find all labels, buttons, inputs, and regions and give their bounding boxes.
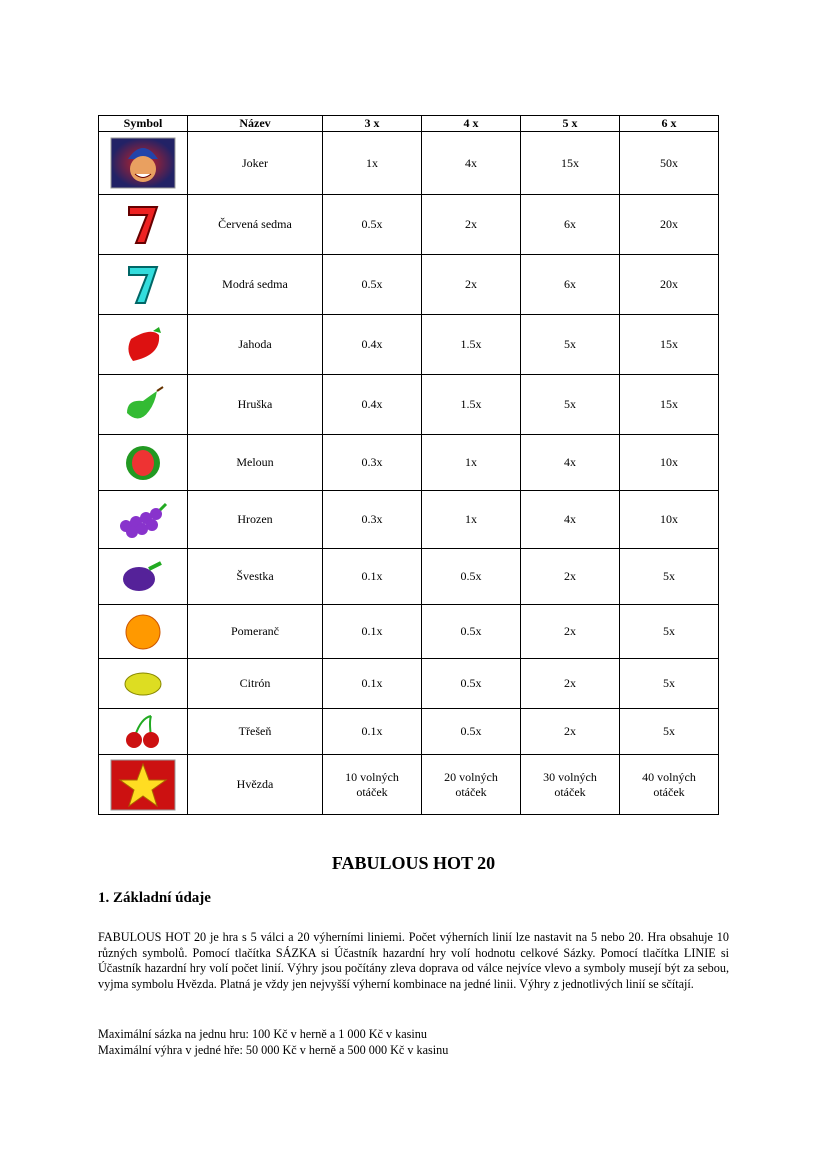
table-row [99, 195, 719, 255]
payout-cell: 0.5x [422, 549, 521, 605]
payout-cell: 50x [620, 132, 719, 195]
payout-cell: 0.1x [323, 709, 422, 755]
payout-cell: 20 volných otáček [422, 755, 521, 815]
payout-cell: 15x [521, 132, 620, 195]
symbol-cell [99, 659, 188, 709]
table-row [99, 659, 719, 709]
payout-cell: 5x [620, 709, 719, 755]
payout-cell: 6x [521, 195, 620, 255]
payout-cell: 5x [521, 315, 620, 375]
payout-cell: 0.4x [323, 375, 422, 435]
payout-cell: 20x [620, 255, 719, 315]
symbol-cell [99, 709, 188, 755]
payout-cell: 1x [422, 435, 521, 491]
payout-cell: 1.5x [422, 375, 521, 435]
table-row [99, 375, 719, 435]
payout-cell: 0.1x [323, 549, 422, 605]
symbol-cell [99, 491, 188, 549]
cherry-icon [99, 712, 187, 752]
orange-icon [99, 612, 187, 652]
payout-cell: 15x [620, 315, 719, 375]
plum-icon [99, 559, 187, 595]
symbol-cell [99, 605, 188, 659]
table-row [99, 435, 719, 491]
rules-paragraph: FABULOUS HOT 20 je hra s 5 válci a 20 výherními liniemi. Počet výherních linií lze nastavit na 5 nebo 20. Hra obsahuje 10 různých symbolů. Pomocí tlačítka SÁZKA si Účastník hazardní hry volí hodnotu celkové Sázky. Pomocí tlačítka LINIE si Účastník hazardní hry volí počet linií. Výhry jsou počítány zleva doprava od válce nejvíce vlevo a symboly musejí být za sebou, vyjma symbolu Hvězda. Platná je vždy jen nejvyšší výherní kombinace na jedné linii. Výhry z jednotlivých linií se sčítají. [98, 930, 729, 991]
table-row [99, 255, 719, 315]
name-cell: Jahoda [188, 315, 323, 375]
payout-cell: 1x [323, 132, 422, 195]
payout-cell: 30 volných otáček [521, 755, 620, 815]
payout-cell: 5x [620, 659, 719, 709]
payout-cell: 2x [521, 709, 620, 755]
name-cell: Třešeň [188, 709, 323, 755]
payout-cell: 0.1x [323, 659, 422, 709]
payout-cell: 10x [620, 491, 719, 549]
payout-cell: 2x [521, 659, 620, 709]
payout-cell: 2x [422, 195, 521, 255]
payout-cell: 0.3x [323, 491, 422, 549]
column-header: 3 x [323, 116, 422, 132]
table-row [99, 755, 719, 815]
max-bet-text: Maximální sázka na jednu hru: 100 Kč v herně a 1 000 Kč v kasinu [98, 1027, 427, 1041]
symbol-cell [99, 255, 188, 315]
symbol-cell [99, 755, 188, 815]
grapes-icon [99, 500, 187, 540]
table-row [99, 132, 719, 195]
payout-cell: 1.5x [422, 315, 521, 375]
payout-cell: 0.5x [422, 605, 521, 659]
payout-cell: 2x [521, 549, 620, 605]
name-cell: Citrón [188, 659, 323, 709]
table-row [99, 315, 719, 375]
star-icon [99, 759, 187, 811]
payout-cell: 0.5x [422, 659, 521, 709]
payout-cell: 15x [620, 375, 719, 435]
name-cell: Meloun [188, 435, 323, 491]
table-row [99, 491, 719, 549]
payout-cell: 5x [620, 605, 719, 659]
lemon-icon [99, 668, 187, 700]
section-heading: 1. Základní údaje [98, 890, 211, 906]
symbol-cell [99, 549, 188, 605]
column-header: Název [188, 116, 323, 132]
name-cell: Joker [188, 132, 323, 195]
payout-cell: 0.5x [422, 709, 521, 755]
name-cell: Hvězda [188, 755, 323, 815]
payout-cell: 0.3x [323, 435, 422, 491]
payout-cell: 40 volných otáček [620, 755, 719, 815]
melon-icon [99, 443, 187, 483]
table-row [99, 549, 719, 605]
symbol-cell [99, 435, 188, 491]
name-cell: Modrá sedma [188, 255, 323, 315]
payout-cell: 0.4x [323, 315, 422, 375]
name-cell: Hruška [188, 375, 323, 435]
red-seven-icon [99, 203, 187, 247]
column-header: 4 x [422, 116, 521, 132]
max-win-text: Maximální výhra v jedné hře: 50 000 Kč v herně a 500 000 Kč v kasinu [98, 1043, 449, 1057]
name-cell: Červená sedma [188, 195, 323, 255]
game-title: FABULOUS HOT 20 [331, 853, 496, 873]
name-cell: Švestka [188, 549, 323, 605]
column-header: 6 x [620, 116, 719, 132]
payout-cell: 4x [521, 435, 620, 491]
payout-cell: 4x [521, 491, 620, 549]
table-row [99, 605, 719, 659]
symbol-cell [99, 315, 188, 375]
symbol-cell [99, 195, 188, 255]
payout-cell: 0.5x [323, 195, 422, 255]
paytable [98, 115, 719, 815]
symbol-cell [99, 375, 188, 435]
payout-cell: 5x [521, 375, 620, 435]
payout-cell: 0.5x [323, 255, 422, 315]
payout-cell: 20x [620, 195, 719, 255]
payout-cell: 2x [422, 255, 521, 315]
table-row [99, 709, 719, 755]
name-cell: Pomeranč [188, 605, 323, 659]
strawberry-icon [99, 325, 187, 365]
blue-seven-icon [99, 263, 187, 307]
name-cell: Hrozen [188, 491, 323, 549]
pear-icon [99, 385, 187, 425]
payout-cell: 5x [620, 549, 719, 605]
payout-cell: 2x [521, 605, 620, 659]
payout-cell: 6x [521, 255, 620, 315]
payout-cell: 1x [422, 491, 521, 549]
joker-icon [99, 137, 187, 189]
payout-cell: 10x [620, 435, 719, 491]
column-header: 5 x [521, 116, 620, 132]
payout-cell: 0.1x [323, 605, 422, 659]
symbol-cell [99, 132, 188, 195]
column-header: Symbol [99, 116, 188, 132]
payout-cell: 4x [422, 132, 521, 195]
payout-cell: 10 volných otáček [323, 755, 422, 815]
